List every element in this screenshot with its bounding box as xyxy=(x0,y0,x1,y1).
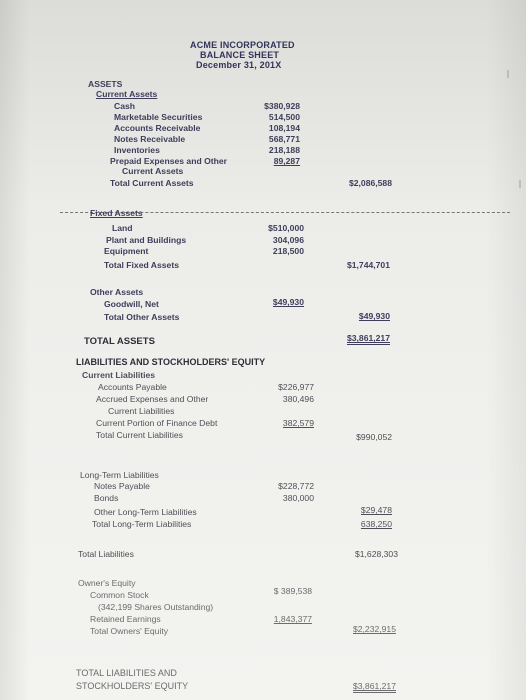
line-item-label: Accounts Payable xyxy=(98,382,167,392)
line-item-value: $ 389,538 xyxy=(273,586,312,596)
total-owners-equity-value: $2,232,915 xyxy=(352,624,396,634)
line-item-value: 218,188 xyxy=(268,145,300,155)
statement-date: December 31, 201X xyxy=(196,60,282,70)
company-name: ACME INCORPORATED xyxy=(190,40,295,50)
line-item-label: Notes Receivable xyxy=(114,134,186,144)
line-item-value: 304,096 xyxy=(272,235,304,245)
line-item-label: Current Liabilities xyxy=(108,406,175,416)
line-item-label: (342,199 Shares Outstanding) xyxy=(98,602,214,612)
line-item-value: 514,500 xyxy=(268,112,300,122)
line-item-label: Current Portion of Finance Debt xyxy=(96,418,218,428)
line-item-value: 1,843,377 xyxy=(273,614,312,624)
total-long-term-liabilities-value: 638,250 xyxy=(360,519,392,529)
total-liabilities-value: $1,628,303 xyxy=(354,549,398,559)
total-current-liabilities-label: Total Current Liabilities xyxy=(96,430,183,440)
total-fixed-assets-label: Total Fixed Assets xyxy=(104,260,179,270)
line-item-value: $380,928 xyxy=(264,101,300,111)
line-item-label: Retained Earnings xyxy=(90,614,161,624)
total-fixed-assets-value: $1,744,701 xyxy=(346,260,390,270)
page-shadow-left xyxy=(0,0,30,700)
line-item-value: $49,930 xyxy=(272,297,304,307)
line-item-value: 568,771 xyxy=(268,134,300,144)
grand-total-value: $3,861,217 xyxy=(352,681,396,691)
paper-mark xyxy=(507,70,509,78)
line-item-label: Prepaid Expenses and Other xyxy=(110,156,228,166)
total-other-assets-label: Total Other Assets xyxy=(104,312,180,322)
paper-mark xyxy=(519,180,521,188)
line-item-label: Goodwill, Net xyxy=(104,299,159,309)
statement-title: BALANCE SHEET xyxy=(200,50,280,60)
line-item-label: Equipment xyxy=(104,246,149,256)
total-current-assets-value: $2,086,588 xyxy=(348,178,392,188)
line-item-value: $226,977 xyxy=(278,382,314,392)
line-item-value: 89,287 xyxy=(273,156,300,166)
line-item-value: 382,579 xyxy=(282,418,314,428)
total-long-term-liabilities-label: Total Long-Term Liabilities xyxy=(92,519,192,529)
line-item-label: Cash xyxy=(114,101,136,111)
line-item-label: Accrued Expenses and Other xyxy=(96,394,209,404)
line-item-value: $29,478 xyxy=(360,505,392,515)
owners-equity-heading: Owner's Equity xyxy=(78,578,136,588)
line-item-label: Common Stock xyxy=(90,590,149,600)
total-assets-value: $3,861,217 xyxy=(346,333,390,343)
total-liabilities-label: Total Liabilities xyxy=(78,549,134,559)
line-item-value: $510,000 xyxy=(268,223,304,233)
grand-total-label-line2: STOCKHOLDERS' EQUITY xyxy=(76,681,189,691)
current-assets-heading: Current Assets xyxy=(96,89,158,99)
other-assets-heading: Other Assets xyxy=(90,287,144,297)
line-item-label: Current Assets xyxy=(122,166,184,176)
line-item-label: Notes Payable xyxy=(94,481,150,491)
liabilities-equity-heading: LIABILITIES AND STOCKHOLDERS' EQUITY xyxy=(76,357,266,367)
fixed-assets-heading: Fixed Assets xyxy=(90,208,143,218)
line-item-value: 108,194 xyxy=(268,123,300,133)
line-item-label: Inventories xyxy=(114,145,160,155)
total-current-liabilities-value: $990,052 xyxy=(356,432,392,442)
assets-heading: ASSETS xyxy=(88,79,123,89)
current-liabilities-heading: Current Liabilities xyxy=(82,370,156,380)
line-item-label: Accounts Receivable xyxy=(114,123,201,133)
line-item-label: Marketable Securities xyxy=(114,112,203,122)
line-item-value: 218,500 xyxy=(272,246,304,256)
line-item-value: 380,496 xyxy=(282,394,314,404)
total-current-assets-label: Total Current Assets xyxy=(110,178,194,188)
total-other-assets-value: $49,930 xyxy=(358,311,390,321)
total-assets-label: TOTAL ASSETS xyxy=(84,336,155,347)
line-item-label: Plant and Buildings xyxy=(106,235,187,245)
long-term-liabilities-heading: Long-Term Liabilities xyxy=(80,470,159,480)
line-item-label: Land xyxy=(112,223,133,233)
line-item-label: Other Long-Term Liabilities xyxy=(94,507,197,517)
line-item-value: 380,000 xyxy=(282,493,314,503)
total-owners-equity-label: Total Owners' Equity xyxy=(90,626,169,636)
line-item-value: $228,772 xyxy=(278,481,314,491)
line-item-label: Bonds xyxy=(94,493,119,503)
page-shadow-right xyxy=(486,0,526,700)
grand-total-label-line1: TOTAL LIABILITIES AND xyxy=(76,668,177,678)
